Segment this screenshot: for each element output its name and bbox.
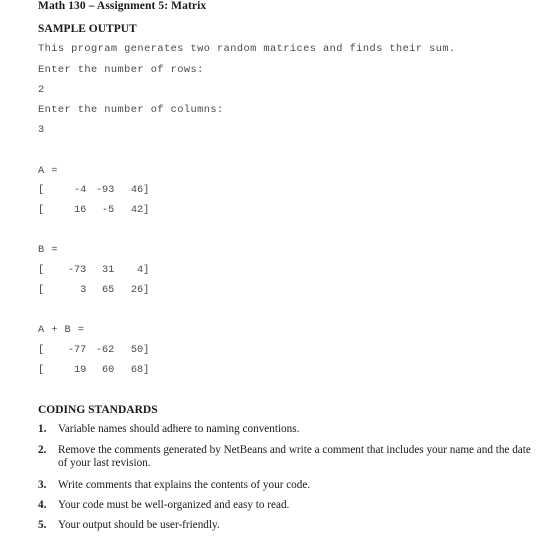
matrix-open-bracket: [ [38,264,45,276]
matrix-a-label: A = [38,165,58,177]
list-item-number: 1. [38,423,47,435]
cols-value: 3 [38,124,45,136]
matrix-cell: -62 [95,344,115,356]
matrix-sum-label: A + B = [38,324,85,336]
document-title: Math 130 – Assignment 5: Matrix [38,0,207,12]
matrix-cell: -73 [67,264,87,276]
coding-standards-heading: CODING STANDARDS [38,404,158,416]
list-item-text: Your output should be user-friendly. [58,519,220,531]
matrix-cell: 3 [80,284,87,296]
matrix-cell: -77 [67,344,87,356]
matrix-open-bracket: [ [38,364,45,376]
list-item-number: 5. [38,519,47,531]
matrix-b-label: B = [38,244,58,256]
list-item-number: 2. [38,444,47,456]
matrix-cell: 16 [74,204,87,216]
intro-line: This program generates two random matrices and finds their sum. [38,43,456,55]
list-item-number: 4. [38,499,47,511]
matrix-cell: 19 [74,364,87,376]
matrix-cell: 68] [130,364,150,376]
matrix-cell: -5 [102,204,115,216]
matrix-cell: 42] [130,204,150,216]
matrix-cell: 26] [130,284,150,296]
matrix-open-bracket: [ [38,344,45,356]
list-item-text: Remove the comments generated by NetBeans and write a comment that includes your name and the date of your last revision. [58,444,531,469]
sample-output-heading: SAMPLE OUTPUT [38,23,137,35]
matrix-open-bracket: [ [38,184,45,196]
list-item-text: Variable names should adhere to naming conventions. [58,423,300,435]
matrix-cell: -4 [74,184,87,196]
list-item-text: Write comments that explains the contents of your code. [58,479,311,491]
rows-prompt: Enter the number of rows: [38,64,204,76]
matrix-cell: 60 [102,364,115,376]
list-item-text: Your code must be well-organized and easy to read. [58,499,290,511]
matrix-cell: 31 [102,264,115,276]
matrix-open-bracket: [ [38,284,45,296]
matrix-open-bracket: [ [38,204,45,216]
list-item-number: 3. [38,479,47,491]
matrix-cell: 65 [102,284,115,296]
matrix-cell: -93 [95,184,115,196]
matrix-cell: 50] [130,344,150,356]
cols-prompt: Enter the number of columns: [38,104,224,116]
matrix-cell: 46] [130,184,150,196]
rows-value: 2 [38,84,45,96]
matrix-cell: 4] [137,264,150,276]
